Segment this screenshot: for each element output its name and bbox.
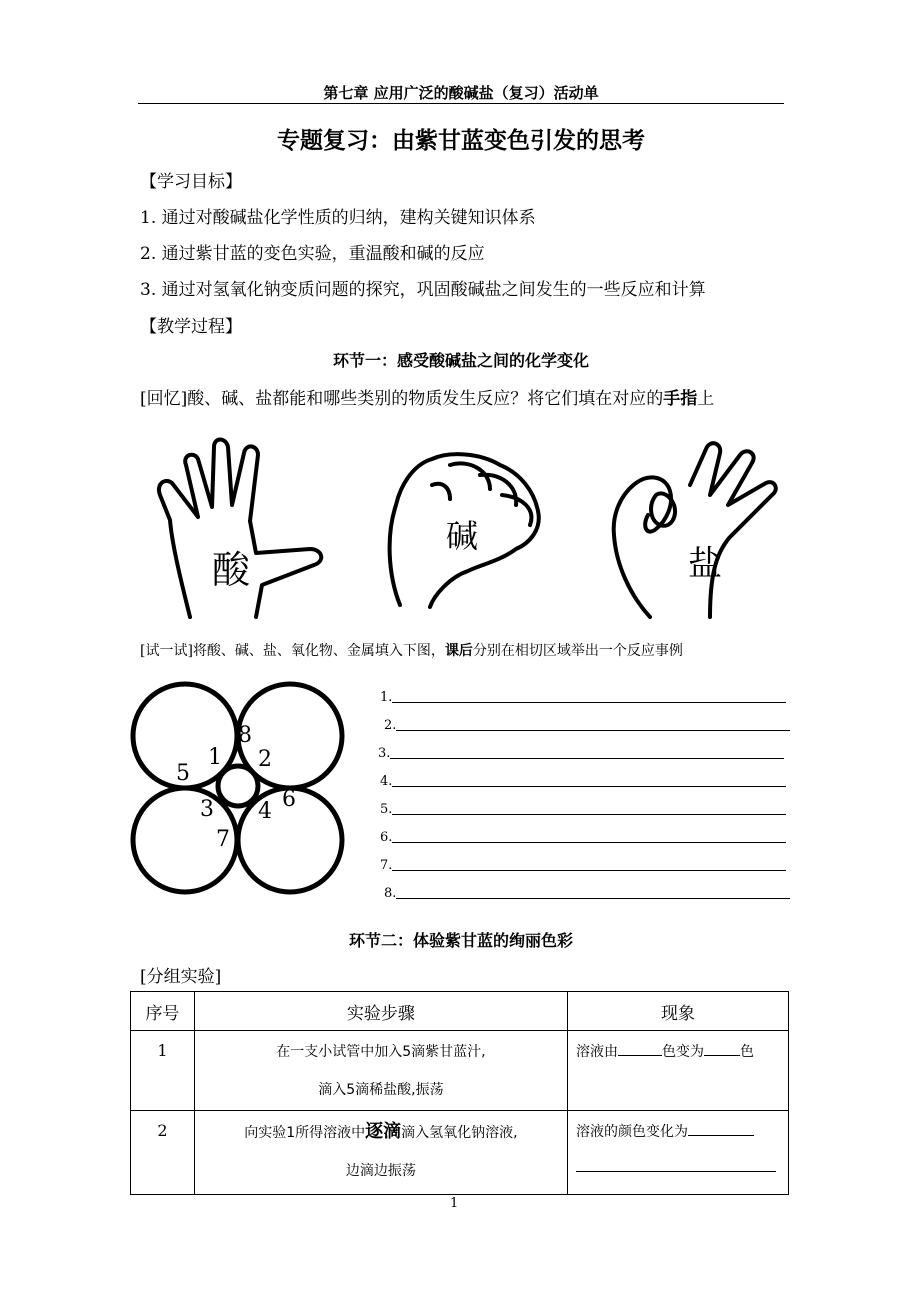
step-line: 向实验1所得溶液中逐滴滴入氢氧化钠溶液,: [244, 1121, 518, 1142]
group-experiment-label: [分组实验]: [140, 967, 222, 987]
header-rule: [138, 103, 784, 104]
table-header-row: [131, 992, 789, 1031]
answer-line-6[interactable]: 6.: [380, 830, 786, 845]
section1-title: 环节一：感受酸碱盐之间的化学变化: [332, 351, 589, 370]
try-prefix: [试一试]将酸、碱、盐、氧化物、金属填入下图，: [140, 643, 445, 659]
row-num: 2: [131, 1111, 195, 1195]
col-header-step: 实验步骤: [194, 992, 567, 1031]
experiment-table: [130, 991, 789, 1195]
row-step: [194, 1111, 567, 1195]
region-number-7: 7: [216, 827, 230, 852]
step-line: 边滴边振荡: [345, 1163, 416, 1179]
answer-line-1[interactable]: 1.: [380, 690, 786, 705]
page-title: 专题复习：由紫甘蓝变色引发的思考: [277, 128, 645, 154]
answer-blank[interactable]: [688, 1135, 754, 1136]
col-header-num: 序号: [131, 992, 195, 1031]
process-heading: 【教学过程】: [140, 317, 242, 337]
hands-illustration: [150, 425, 800, 625]
recall-prefix: [回忆]酸、碱、盐都能和哪些类别的物质发生反应？将它们填在对应的: [140, 389, 664, 409]
region-number-1: 1: [208, 745, 222, 770]
section2-title: 环节二：体验紫甘蓝的绚丽色彩: [348, 931, 573, 950]
region-number-3: 3: [200, 797, 214, 822]
answer-line-8[interactable]: 8.: [384, 886, 790, 901]
region-number-6: 6: [282, 787, 296, 812]
try-prompt: [140, 640, 683, 660]
step-line: 滴入5滴稀盐酸,振荡: [318, 1082, 444, 1098]
answer-blank[interactable]: [576, 1171, 776, 1172]
answer-line-5[interactable]: 5.: [380, 802, 786, 817]
region-number-8: 8: [238, 723, 252, 748]
hand-label-base: 碱: [446, 517, 479, 555]
objective-item-1: 1. 通过对酸碱盐化学性质的归纳，建构关键知识体系: [140, 208, 536, 228]
recall-bold: 手指: [663, 389, 698, 409]
row-step: [194, 1031, 567, 1111]
try-suffix: 分别在相切区域举出一个反应事例: [472, 643, 683, 659]
ok-hand-icon: [614, 443, 776, 617]
page-header: 第七章 应用广泛的酸碱盐（复习）活动单: [323, 84, 599, 102]
region-number-2: 2: [258, 747, 272, 772]
answer-line-2[interactable]: 2.: [384, 718, 790, 733]
row-num: 1: [131, 1031, 195, 1111]
recall-prompt: [140, 384, 714, 409]
row-observation: 溶液由 色变为 色: [567, 1031, 788, 1111]
region-number-4: 4: [258, 799, 272, 824]
circle-center: [218, 766, 258, 806]
hand-label-salt: 盐: [688, 544, 722, 584]
answer-line-7[interactable]: 7.: [380, 858, 786, 873]
answer-line-3[interactable]: 3.: [378, 746, 784, 761]
row-observation: 溶液的颜色变化为: [567, 1111, 788, 1195]
step-line: 在一支小试管中加入5滴紫甘蓝汁,: [276, 1044, 486, 1060]
region-number-5: 5: [176, 761, 190, 786]
objectives-heading: 【学习目标】: [140, 172, 242, 192]
hand-label-acid: 酸: [212, 548, 251, 592]
col-header-obs: 现象: [567, 992, 788, 1031]
answer-line-4[interactable]: 4.: [380, 774, 786, 789]
answer-blank[interactable]: [618, 1055, 662, 1056]
circles-diagram: [130, 680, 360, 900]
objective-item-3: 3. 通过对氢氧化钠变质问题的探究，巩固酸碱盐之间发生的一些反应和计算: [140, 280, 706, 300]
page-number: 1: [450, 1196, 459, 1211]
recall-suffix: 上: [697, 389, 715, 409]
answer-blank[interactable]: [704, 1055, 740, 1056]
table-row: [131, 1031, 789, 1111]
objective-item-2: 2. 通过紫甘蓝的变色实验，重温酸和碱的反应: [140, 244, 485, 264]
try-bold: 课后: [444, 643, 473, 659]
table-row: [131, 1111, 789, 1195]
